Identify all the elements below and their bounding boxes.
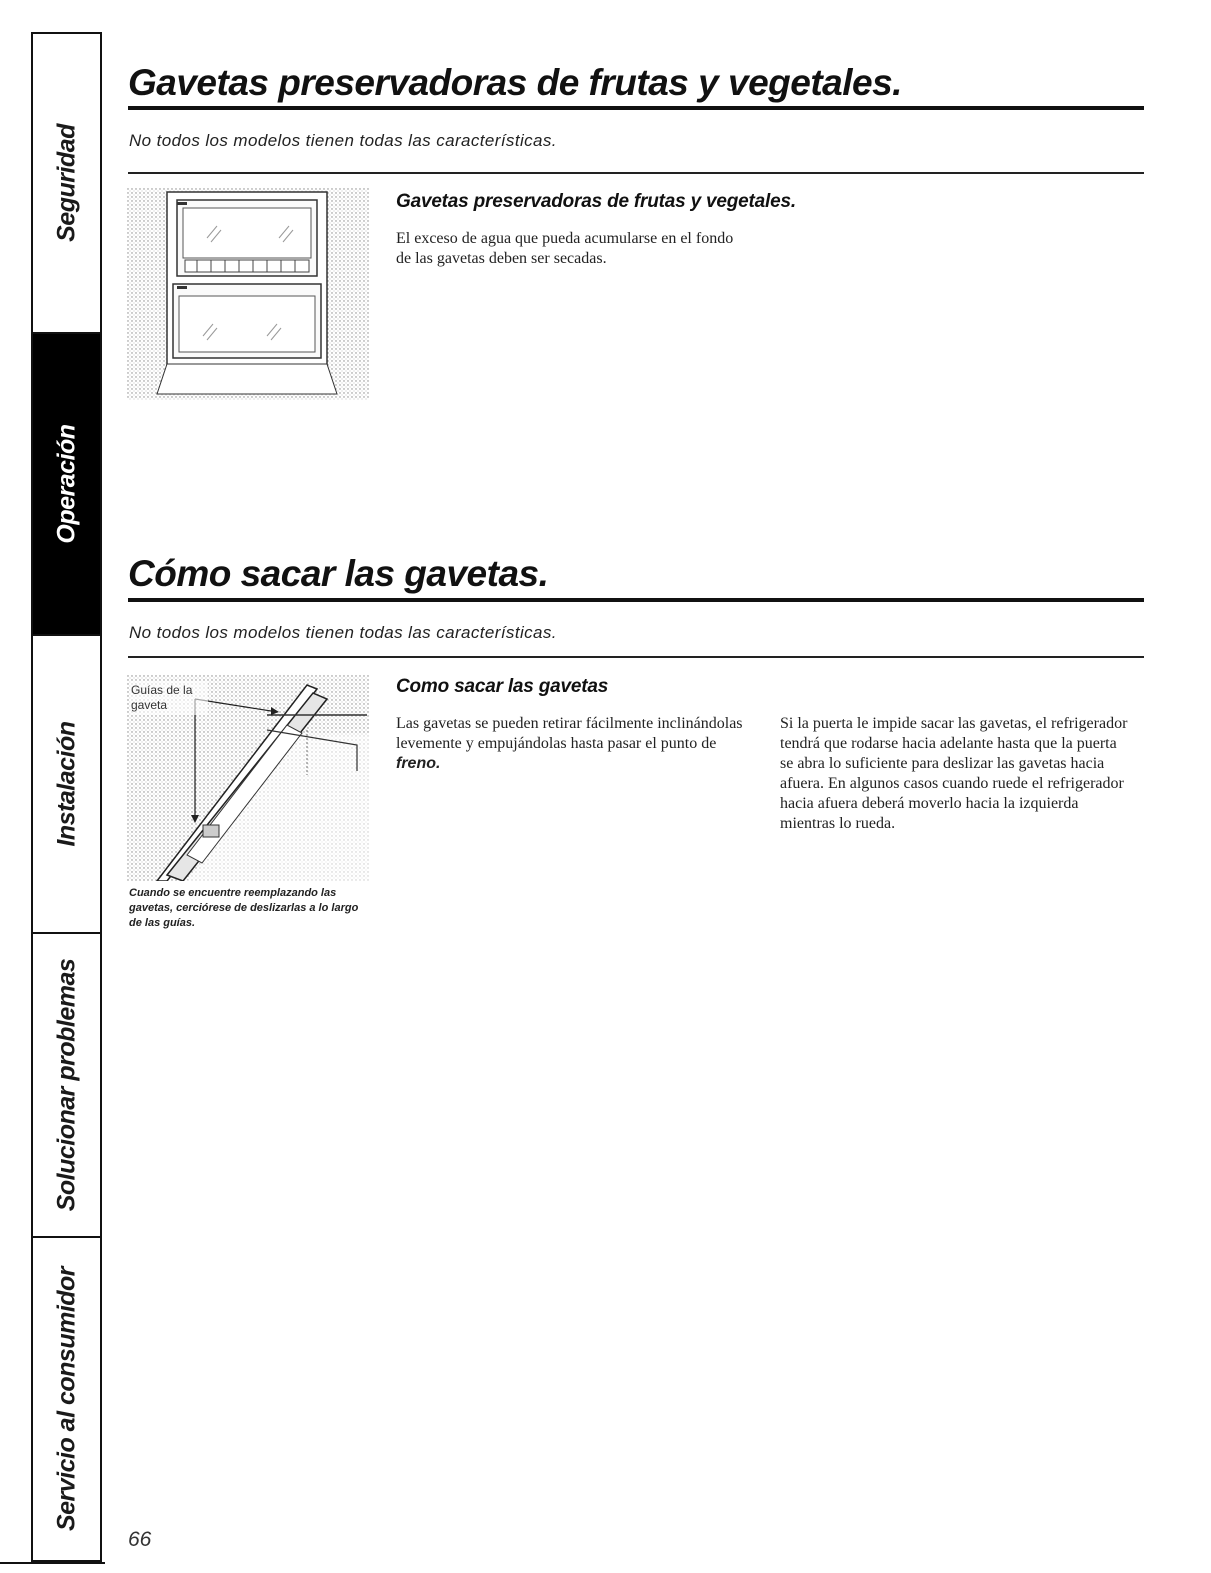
section-title-como-sacar: Cómo sacar las gavetas. bbox=[128, 553, 549, 594]
page-number: 66 bbox=[128, 1528, 152, 1551]
crisper-drawers-illustration bbox=[127, 188, 369, 400]
tab-label: Instalación bbox=[52, 721, 80, 847]
door-clearance-paragraph: Si la puerta le impide sacar las gavetas, el refrigerador tendrá que rodarse hacia adelante hasta que la puerta se abra lo suficiente para deslizar las gavetas hacia afuera. En algunos casos cuando ruede el refrigerador hacia afuera deberá moverlo hacia la izquierda mientras lo rueda. bbox=[780, 715, 1128, 832]
divider bbox=[128, 172, 1144, 174]
models-note: No todos los modelos tienen todas las características. bbox=[129, 623, 557, 642]
remove-drawers-paragraph bbox=[396, 714, 746, 774]
figure-label: Guías de la bbox=[131, 683, 193, 697]
tab-seguridad[interactable] bbox=[33, 34, 100, 334]
drawer-guides-illustration bbox=[127, 675, 369, 881]
tab-instalacion[interactable] bbox=[33, 636, 100, 934]
subtitle-gavetas: Gavetas preservadoras de frutas y vegetales. bbox=[396, 191, 796, 212]
tab-operacion[interactable] bbox=[33, 334, 100, 636]
side-tab-bar bbox=[31, 32, 102, 1562]
figure-label: gaveta bbox=[131, 698, 168, 712]
tab-label: Operación bbox=[52, 424, 80, 544]
heading-rule bbox=[128, 598, 1144, 602]
section-title-gavetas: Gavetas preservadoras de frutas y vegetales. bbox=[128, 62, 902, 103]
freno-term: freno. bbox=[396, 755, 441, 772]
footer-line bbox=[0, 1562, 105, 1564]
drawer-care-paragraph: El exceso de agua que pueda acumularse en el fondo de las gavetas deben ser secadas. bbox=[396, 230, 734, 267]
tab-label: Seguridad bbox=[52, 124, 80, 242]
models-note: No todos los modelos tienen todas las características. bbox=[129, 131, 557, 150]
figure-caption: Cuando se encuentre reemplazando las gavetas, cerciórese de deslizarlas a lo largo de las guías. bbox=[129, 887, 359, 929]
heading-rule bbox=[128, 106, 1144, 110]
tab-solucionar-problemas[interactable] bbox=[33, 934, 100, 1238]
tab-label: Solucionar problemas bbox=[52, 958, 80, 1212]
subtitle-como-sacar: Como sacar las gavetas bbox=[396, 676, 609, 697]
paragraph-text: Las gavetas se pueden retirar fácilmente inclinándolas levemente y empujándolas hasta pasar el punto de bbox=[396, 715, 743, 752]
tab-servicio-al-consumidor[interactable] bbox=[33, 1238, 100, 1560]
tab-label: Servicio al consumidor bbox=[52, 1266, 80, 1532]
divider bbox=[128, 656, 1144, 658]
